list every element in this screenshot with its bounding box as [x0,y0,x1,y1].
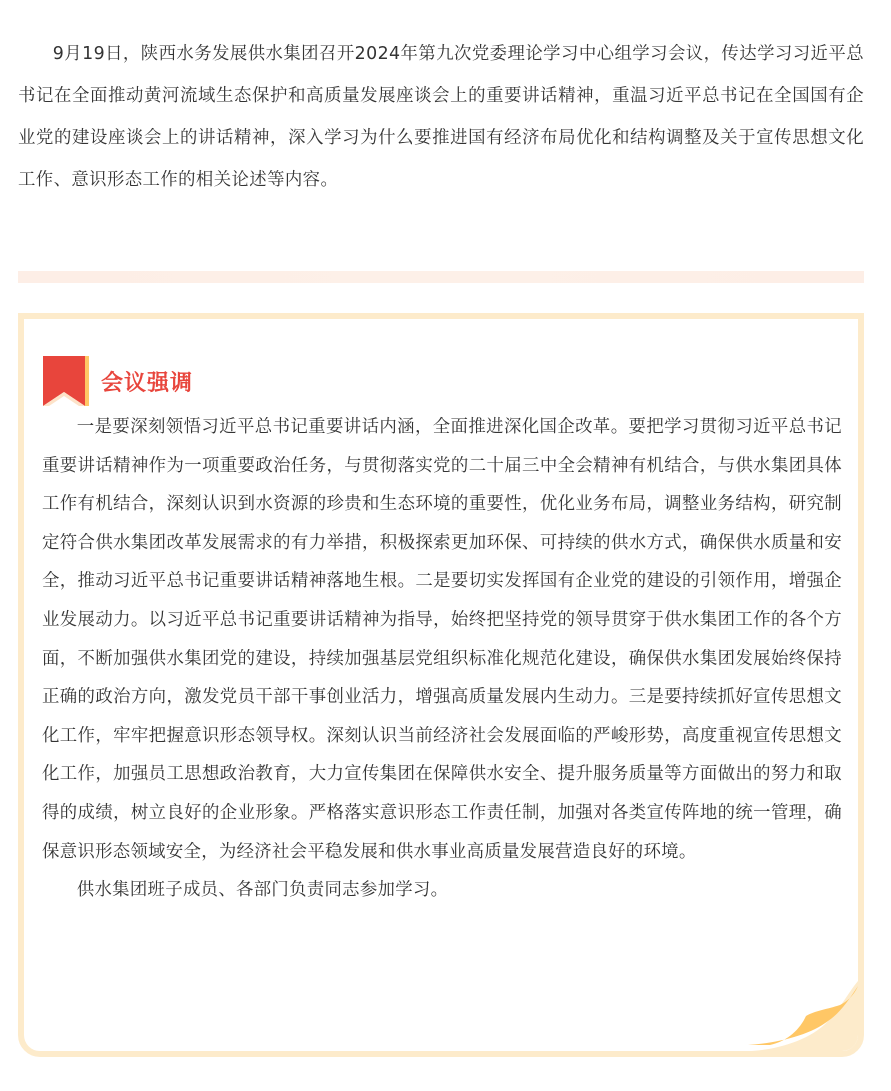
meeting-emphasis-card [18,313,864,1057]
card-title: 会议强调 [101,370,194,396]
body-paragraph: 一是要深刻领悟习近平总书记重要讲话内涵，全面推进深化国企改革。要把学习贯彻习近平总书记重要讲话精神作为一项重要政治任务，与贯彻落实党的二十届三中全会精神有机结合，与供水集团具体工作有机结合，深刻认识到水资源的珍贵和生态环境的重要性，优化业务布局，调整业务结构，研究制定符合供水集团改革发展需求的有力举措，积极探索更加环保、可持续的供水方式，确保供水质量和安全，推动习近平总书记重要讲话精神落地生根。二是要切实发挥国有企业党的建设的引领作用，增强企业发展动力。以习近平总书记重要讲话精神为指导，始终把坚持党的领导贯穿于供水集团工作的各个方面，不断加强供水集团党的建设，持续加强基层党组织标准化规范化建设，确保供水集团发展始终保持正确的政治方向，激发党员干部干事创业活力，增强高质量发展内生动力。三是要持续抓好宣传思想文化工作，牢牢把握意识形态领导权。深刻认识当前经济社会发展面临的严峻形势，高度重视宣传思想文化工作，加强员工思想政治教育，大力宣传集团在保障供水安全、提升服务质量等方面做出的努力和取得的成绩，树立良好的企业形象。严格落实意识形态工作责任制，加强对各类宣传阵地的统一管理，确保意识形态领域安全，为经济社会平稳发展和供水事业高质量发展营造良好的环境。 [42,417,842,862]
bookmark-ribbon-icon [43,356,89,406]
card-heading [43,356,193,406]
intro-paragraph: 9月19日，陕西水务发展供水集团召开2024年第九次党委理论学习中心组学习会议，传达学习习近平总书记在全面推动黄河流域生态保护和高质量发展座谈会上的重要讲话精神，重温习近平总书记在全国国有企业党的建设座谈会上的讲话精神，深入学习为什么要推进国有经济布局优化和结构调整及关于宣传思想文化工作、意识形态工作的相关论述等内容。 [18,44,864,190]
section-divider [18,271,864,283]
attendance-paragraph: 供水集团班子成员、各部门负责同志参加学习。 [76,880,449,901]
card-body [42,408,842,910]
page-curl-corner-icon [748,981,858,1051]
